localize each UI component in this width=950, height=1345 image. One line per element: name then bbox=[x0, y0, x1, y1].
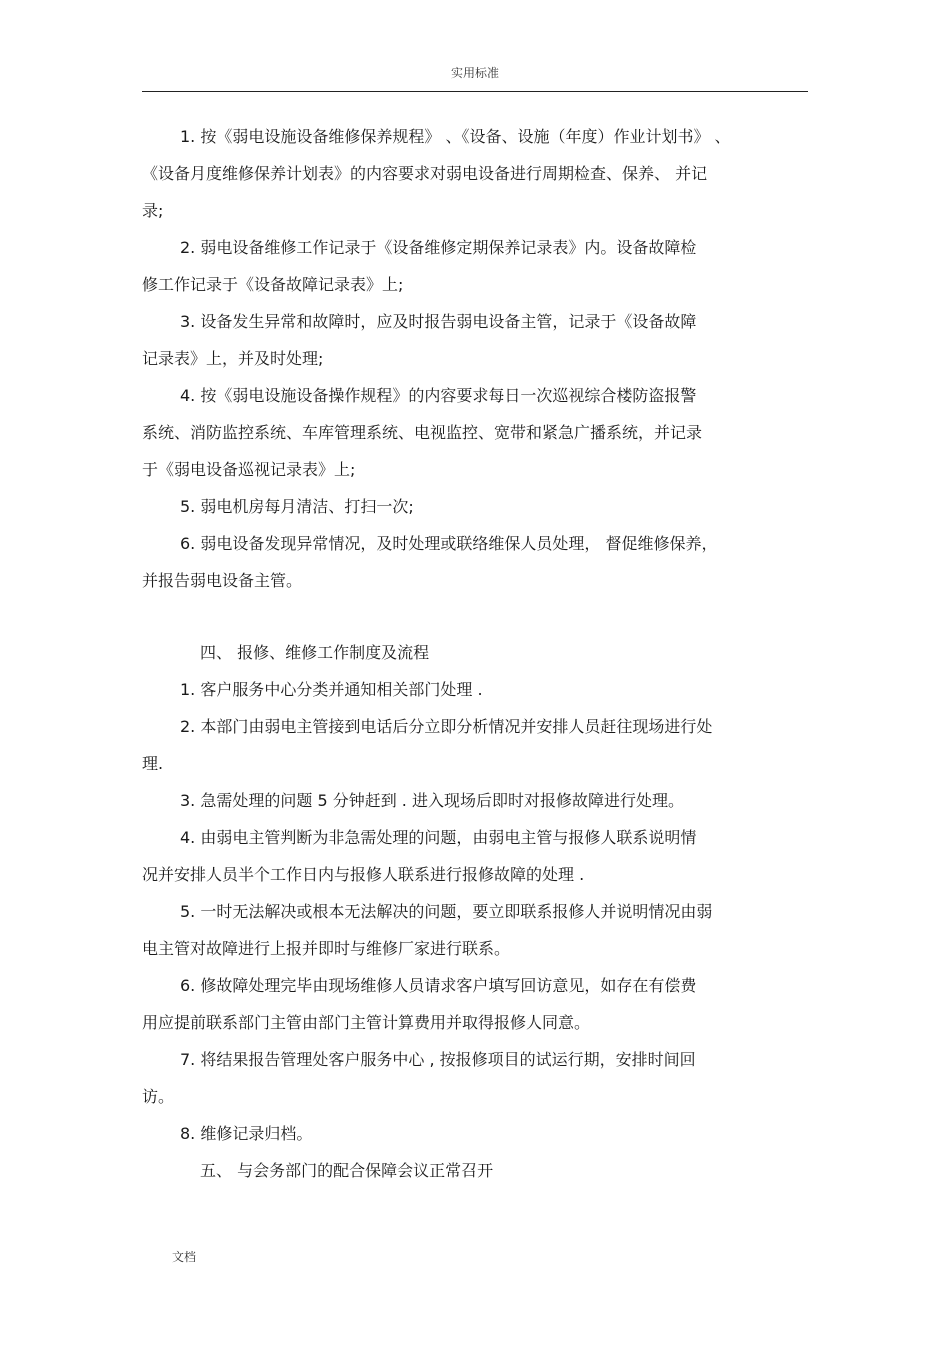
section-heading: 四、 报修、维修工作制度及流程 bbox=[200, 643, 430, 662]
paragraph-line: 5. 弱电机房每月清洁、打扫一次; bbox=[180, 497, 414, 516]
paragraph-line: 3. 设备发生异常和故障时，应及时报告弱电设备主管，记录于《设备故障 bbox=[180, 312, 697, 331]
paragraph-line: 电主管对故障进行上报并即时与维修厂家进行联系。 bbox=[142, 939, 511, 958]
paragraph-line: 4. 由弱电主管判断为非急需处理的问题，由弱电主管与报修人联系说明情 bbox=[180, 828, 697, 847]
paragraph-line: 3. 急需处理的问题 5 分钟赶到 . 进入现场后即时对报修故障进行处理。 bbox=[180, 791, 684, 810]
paragraph-line: 录; bbox=[142, 201, 164, 220]
section-gap bbox=[142, 599, 808, 634]
paragraph-line: 况并安排人员半个工作日内与报修人联系进行报修故障的处理 . bbox=[142, 865, 585, 884]
paragraph-line: 6. 弱电设备发现异常情况，及时处理或联络维保人员处理， 督促维修保养， bbox=[180, 534, 718, 553]
paragraph-line: 5. 一时无法解决或根本无法解决的问题，要立即联系报修人并说明情况由弱 bbox=[180, 902, 713, 921]
paragraph-line: 2. 本部门由弱电主管接到电话后分立即分析情况并安排人员赶往现场进行处 bbox=[180, 717, 713, 736]
paragraph-line: 用应提前联系部门主管由部门主管计算费用并取得报修人同意。 bbox=[142, 1013, 591, 1032]
paragraph-line: 于《弱电设备巡视记录表》上; bbox=[142, 460, 356, 479]
paragraph-line: 8. 维修记录归档。 bbox=[180, 1124, 313, 1143]
paragraph-line: 系统、消防监控系统、车库管理系统、电视监控、宽带和紧急广播系统，并记录 bbox=[142, 423, 703, 442]
page-header: 实用标准 bbox=[450, 66, 499, 80]
paragraph-line: 并报告弱电设备主管。 bbox=[142, 571, 303, 590]
document-body bbox=[142, 118, 808, 1189]
paragraph-line: 理. bbox=[142, 754, 164, 773]
paragraph-line: 1. 客户服务中心分类并通知相关部门处理 . bbox=[180, 680, 483, 699]
paragraph-line: 7. 将结果报告管理处客户服务中心 , 按报修项目的试运行期，安排时间回 bbox=[180, 1050, 696, 1069]
paragraph-line: 4. 按《弱电设施设备操作规程》的内容要求每日一次巡视综合楼防盗报警 bbox=[180, 386, 697, 405]
paragraph-line: 访。 bbox=[142, 1087, 175, 1106]
paragraph-line: 记录表》上，并及时处理; bbox=[142, 349, 324, 368]
paragraph-line: 修工作记录于《设备故障记录表》上; bbox=[142, 275, 404, 294]
paragraph-line: 1. 按《弱电设施设备维修保养规程》 、《设备、设施（年度）作业计划书》 、 bbox=[180, 127, 731, 146]
page-footer: 文档 bbox=[172, 1250, 197, 1264]
header-rule bbox=[142, 91, 808, 92]
paragraph-line: 《设备月度维修保养计划表》的内容要求对弱电设备进行周期检查、保养、 并记 bbox=[142, 164, 708, 183]
section-heading: 五、 与会务部门的配合保障会议正常召开 bbox=[200, 1161, 494, 1180]
paragraph-line: 2. 弱电设备维修工作记录于《设备维修定期保养记录表》内。设备故障检 bbox=[180, 238, 697, 257]
paragraph-line: 6. 修故障处理完毕由现场维修人员请求客户填写回访意见，如存在有偿费 bbox=[180, 976, 697, 995]
